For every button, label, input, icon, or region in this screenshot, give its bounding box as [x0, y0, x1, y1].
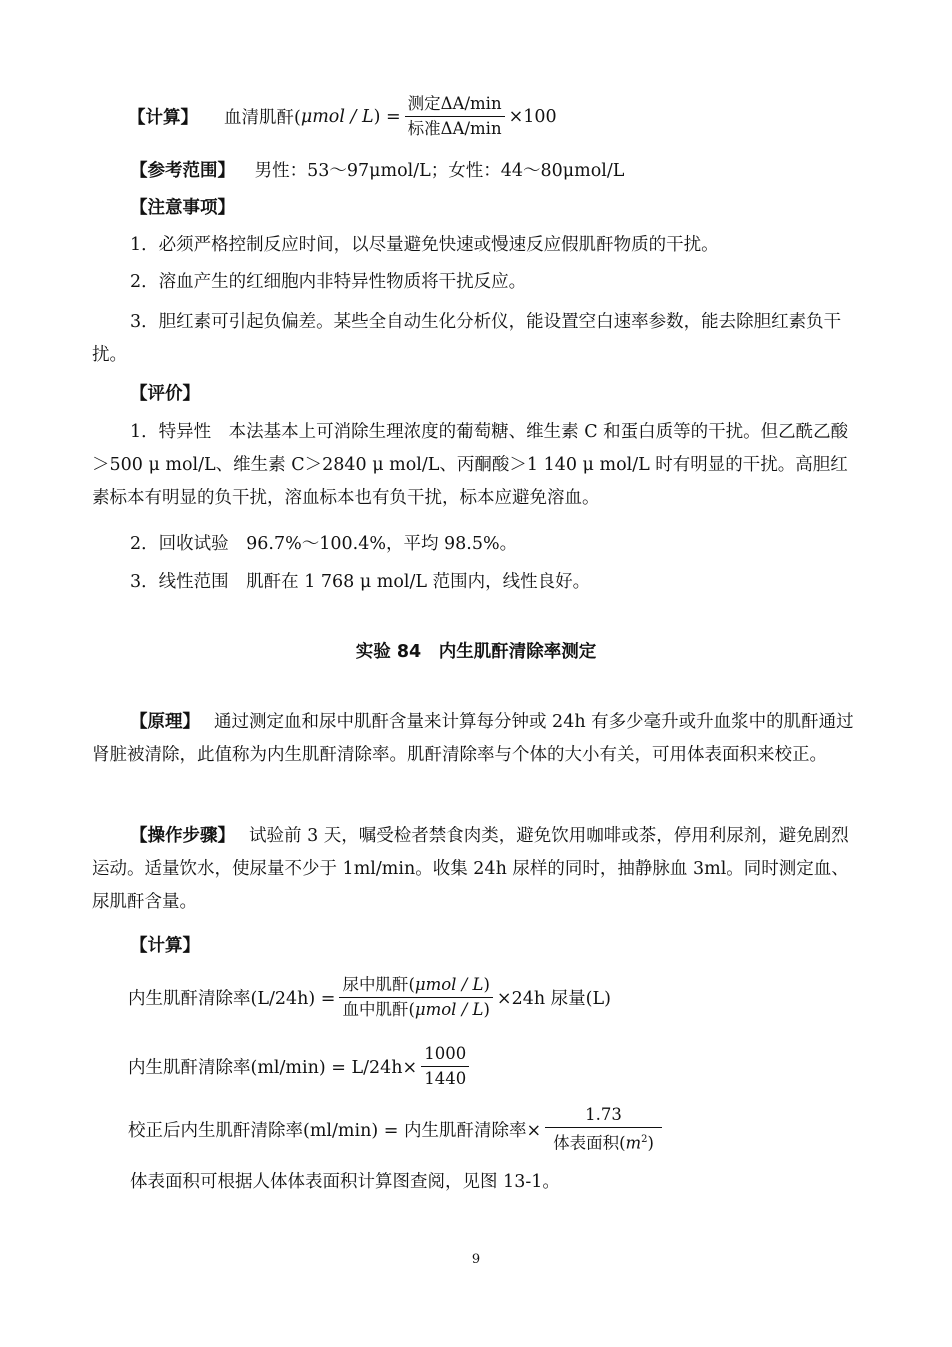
- f1-den-close: ): [483, 1000, 490, 1019]
- formula-fraction: [405, 93, 505, 140]
- f2-fraction: [421, 1043, 469, 1090]
- formula-unit: μmol / L: [300, 106, 374, 127]
- procedure-heading: 【操作步骤】: [130, 826, 235, 846]
- reference-text: 男性：53～97μmol/L；女性：44～80μmol/L: [254, 161, 625, 181]
- evaluation-item: 1．特异性 本法基本上可消除生理浓度的葡萄糖、维生素 C 和蛋白质等的干扰。但乙酰乙酸＞500 μ mol/L、维生素 C＞2840 μ mol/L、丙酮酸＞1 140 μ mol/L 时有明显的干扰。高胆红素标本有明显的负干扰，溶血标本也有负干扰，标本应避免溶血。: [92, 422, 849, 508]
- note-item: 2．溶血产生的红细胞内非特异性物质将干扰反应。: [130, 272, 527, 292]
- f3-den-unit: m: [625, 1133, 642, 1153]
- formula-lhs: 血清肌酐(: [224, 108, 301, 128]
- evaluation-item: 3．线性范围 肌酐在 1 768 μ mol/L 范围内，线性良好。: [130, 572, 591, 592]
- f3-fraction: [545, 1104, 662, 1155]
- f1-lhs: 内生肌酐清除率(L/24h) =: [128, 989, 336, 1009]
- f3-lhs: 校正后内生肌酐清除率(ml/min) = 内生肌酐清除率×: [128, 1120, 542, 1141]
- serum-creatinine-formula: [128, 93, 557, 140]
- principle-text: 通过测定血和尿中肌酐含量来计算每分钟或 24h 有多少毫升或升血浆中的肌酐通过肾脏被清除，此值称为内生肌酐清除率。肌酐清除率与个体的大小有关，可用体表面积来校正。: [92, 712, 854, 765]
- fraction-numerator: 测定ΔA/min: [405, 93, 505, 117]
- f3-denominator: [550, 1128, 657, 1155]
- procedure-paragraph: [92, 820, 862, 919]
- f3-den-close: ): [647, 1133, 654, 1153]
- note-item: 1．必须严格控制反应时间，以尽量避免快速或慢速反应假肌酐物质的干扰。: [130, 235, 719, 255]
- f1-den-unit: μmol / L: [414, 1000, 484, 1019]
- reference-heading: 【参考范围】: [130, 161, 235, 181]
- f1-den-text: 血中肌酐(: [342, 1000, 415, 1019]
- evaluation-item: 2．回收试验 96.7%～100.4%，平均 98.5%。: [130, 534, 518, 554]
- calc2-heading: 【计算】: [130, 936, 200, 956]
- calc2-note: 体表面积可根据人体体表面积计算图查阅，见图 13-1。: [130, 1172, 560, 1192]
- f1-fraction: [339, 974, 492, 1021]
- clearance-formula: [128, 974, 611, 1021]
- f3-numerator: 1.73: [545, 1104, 662, 1128]
- page-number: 9: [471, 1252, 481, 1267]
- f1-num-text: 尿中肌酐(: [342, 975, 415, 994]
- reference-range: [92, 155, 900, 188]
- calc-heading: 【计算】: [128, 108, 198, 128]
- principle-paragraph: [92, 706, 862, 772]
- note-item: 3．胆红素可引起负偏差。某些全自动生化分析仪，能设置空白速率参数，能去除胆红素负干扰。: [92, 312, 842, 365]
- corrected-formula: [128, 1104, 666, 1155]
- notes-heading: 【注意事项】: [130, 198, 235, 218]
- f2-lhs: 内生肌酐清除率(ml/min) = L/24h×: [128, 1058, 418, 1078]
- procedure-text: 试验前 3 天，嘱受检者禁食肉类，避免饮用咖啡或茶，停用利尿剂，避免剧烈运动。适量饮水，使尿量不少于 1ml/min。收集 24h 尿样的同时，抽静脉血 3ml。同时测定血、尿肌酐含量。: [92, 826, 849, 912]
- f1-denominator: [339, 998, 492, 1021]
- fraction-denominator: 标准ΔA/min: [407, 119, 502, 138]
- f1-numerator: [339, 974, 492, 998]
- f1-num-close: ): [483, 975, 490, 994]
- f2-numerator: 1000: [421, 1043, 469, 1067]
- formula-lhs-close: ) =: [373, 106, 401, 127]
- f2-denominator: 1440: [424, 1069, 467, 1088]
- f1-num-unit: μmol / L: [414, 975, 484, 994]
- f3-den-sup: 2: [641, 1134, 648, 1145]
- principle-heading: 【原理】: [130, 712, 200, 732]
- formula-tail: ×100: [508, 106, 557, 127]
- section-title: 实验 84 内生肌酐清除率测定: [355, 642, 597, 662]
- f3-den-text: 体表面积(: [553, 1133, 626, 1153]
- evaluation-heading: 【评价】: [130, 384, 200, 404]
- f1-tail: ×24h 尿量(L): [496, 989, 611, 1009]
- ml-min-formula: [128, 1043, 473, 1090]
